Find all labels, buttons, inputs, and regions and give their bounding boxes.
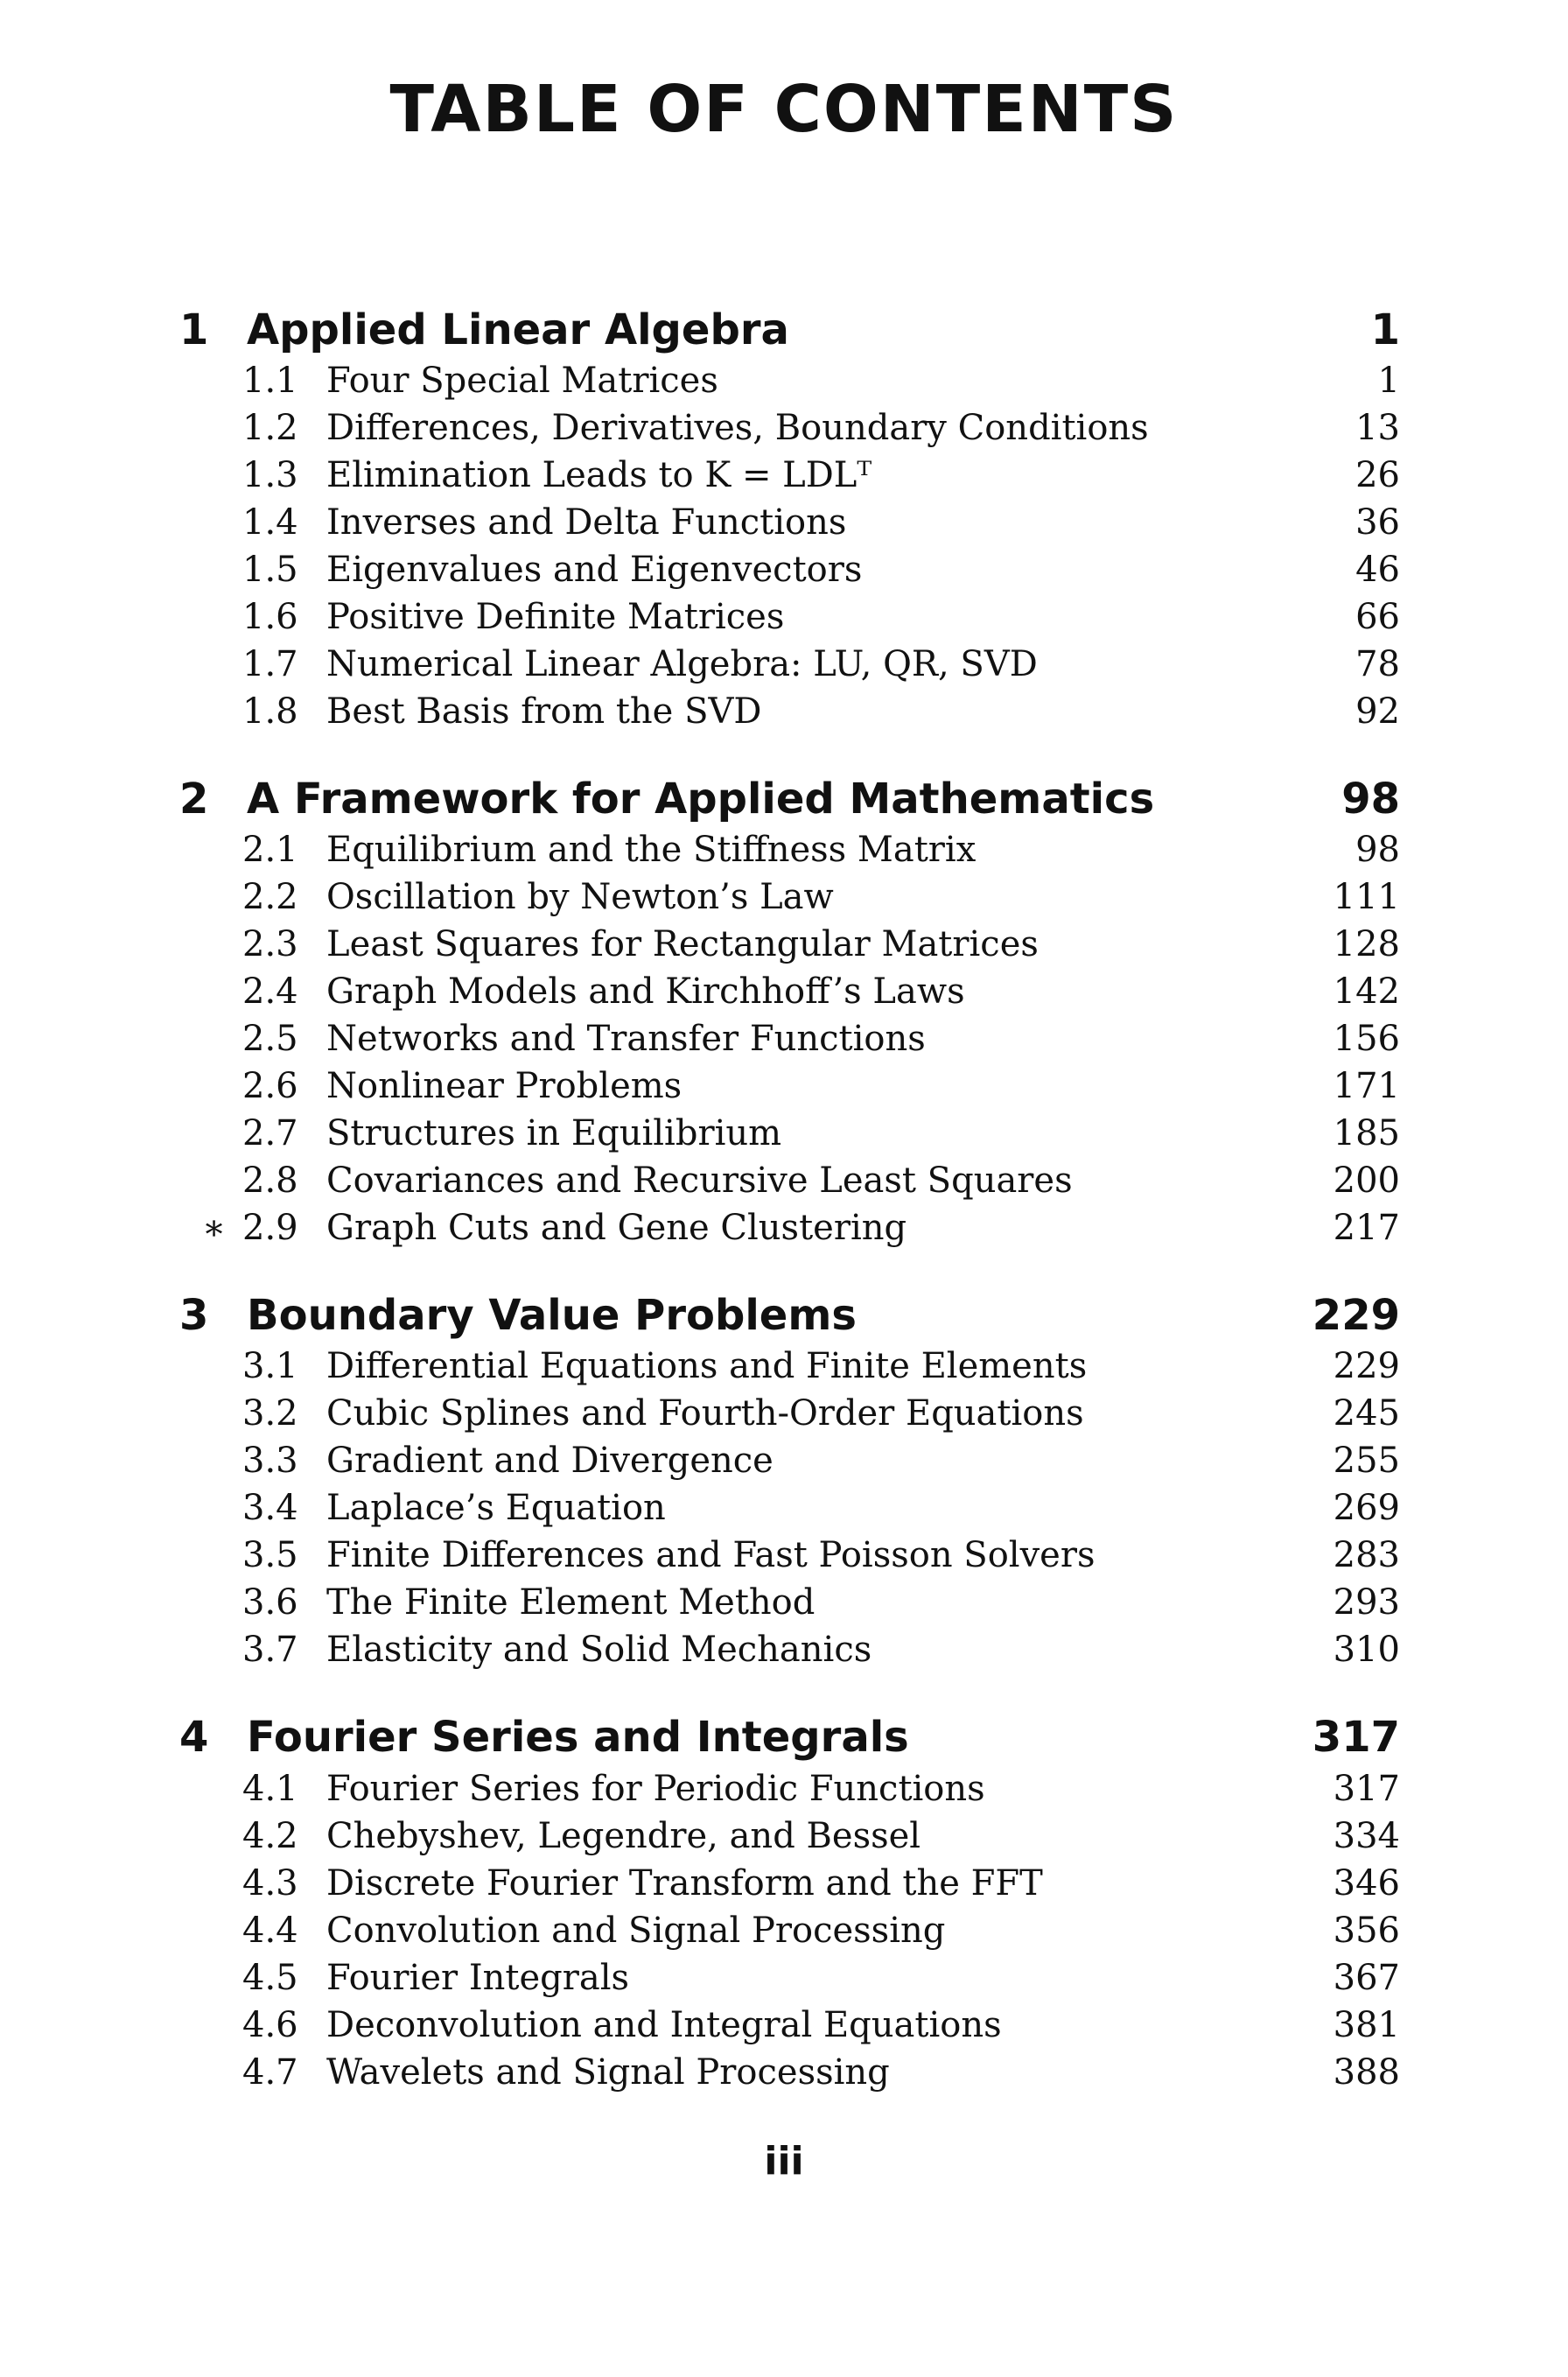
- toc-entry[interactable]: [0, 1343, 1568, 1390]
- toc-entry[interactable]: [0, 1484, 1568, 1532]
- toc-entry[interactable]: [0, 968, 1568, 1015]
- section-number: 2.7: [242, 1113, 298, 1153]
- section-page-number: 200: [1333, 1160, 1400, 1201]
- section-number: 4.7: [242, 2052, 298, 2093]
- section-title: Inverses and Delta Functions: [326, 502, 847, 543]
- section-page-number: 13: [1355, 408, 1400, 448]
- section-page-number: 92: [1355, 691, 1400, 732]
- section-page-number: 66: [1355, 597, 1400, 637]
- section-title: Differential Equations and Finite Elements: [326, 1346, 1088, 1386]
- section-page-number: 98: [1355, 830, 1400, 870]
- toc-entry[interactable]: [0, 546, 1568, 593]
- section-page-number: 269: [1333, 1488, 1400, 1528]
- section-page-number: 367: [1333, 1958, 1400, 1998]
- section-page-number: 334: [1333, 1816, 1400, 1856]
- section-number: 1.5: [242, 550, 298, 590]
- chapter-title: Boundary Value Problems: [247, 1291, 857, 1340]
- toc-entry[interactable]: [0, 1437, 1568, 1484]
- chapter-number: 3: [179, 1291, 209, 1340]
- section-number: 2.9: [242, 1208, 298, 1248]
- section-page-number: 1: [1377, 361, 1400, 401]
- section-number: 4.3: [242, 1863, 298, 1904]
- section-number: 3.2: [242, 1393, 298, 1434]
- section-title: Covariances and Recursive Least Squares: [326, 1160, 1073, 1201]
- section-page-number: 26: [1355, 455, 1400, 495]
- toc-entry[interactable]: [0, 1954, 1568, 2002]
- section-number: 3.4: [242, 1488, 298, 1528]
- section-title: Positive Definite Matrices: [326, 597, 785, 637]
- section-title: Graph Cuts and Gene Clustering: [326, 1208, 907, 1248]
- toc-entry[interactable]: [0, 357, 1568, 404]
- toc-entry[interactable]: [0, 1390, 1568, 1437]
- toc-entry[interactable]: [0, 2002, 1568, 2049]
- section-number: 1.4: [242, 502, 298, 543]
- section-page-number: 356: [1333, 1911, 1400, 1951]
- section-page-number: 217: [1333, 1208, 1400, 1248]
- section-number: 4.6: [242, 2005, 298, 2045]
- toc-entry[interactable]: [0, 1813, 1568, 1860]
- section-page-number: 381: [1333, 2005, 1400, 2045]
- section-page-number: 78: [1355, 644, 1400, 684]
- chapter-number: 1: [179, 305, 209, 354]
- section-title: The Finite Element Method: [326, 1582, 816, 1623]
- section-title: Eigenvalues and Eigenvectors: [326, 550, 863, 590]
- toc-entry[interactable]: [0, 921, 1568, 968]
- section-title: Networks and Transfer Functions: [326, 1019, 926, 1059]
- section-title: Oscillation by Newton’s Law: [326, 877, 834, 917]
- chapter-number: 4: [179, 1713, 209, 1762]
- section-title: Cubic Splines and Fourth-Order Equations: [326, 1393, 1084, 1434]
- toc-entry[interactable]: [0, 1110, 1568, 1157]
- toc-entry[interactable]: [0, 1907, 1568, 1954]
- toc-entry[interactable]: [0, 404, 1568, 452]
- toc-entry[interactable]: [0, 641, 1568, 688]
- toc-entry[interactable]: [0, 873, 1568, 921]
- toc-entry[interactable]: [0, 1062, 1568, 1110]
- toc-entry[interactable]: [0, 688, 1568, 735]
- toc-entry[interactable]: [0, 1015, 1568, 1062]
- optional-section-marker: ∗: [201, 1208, 226, 1248]
- toc-entry[interactable]: [0, 1579, 1568, 1626]
- section-title: Deconvolution and Integral Equations: [326, 2005, 1002, 2045]
- section-title: Best Basis from the SVD: [326, 691, 762, 732]
- section-page-number: 245: [1333, 1393, 1400, 1434]
- toc-entry[interactable]: [0, 1626, 1568, 1673]
- section-title: Elimination Leads to K = LDLᵀ: [326, 455, 872, 495]
- section-title: Nonlinear Problems: [326, 1066, 682, 1106]
- section-title: Laplace’s Equation: [326, 1488, 666, 1528]
- section-title: Fourier Series for Periodic Functions: [326, 1769, 985, 1809]
- section-title: Graph Models and Kirchhoff’s Laws: [326, 971, 965, 1012]
- section-number: 1.1: [242, 361, 298, 401]
- section-number: 4.5: [242, 1958, 298, 1998]
- page-number: iii: [764, 2139, 804, 2184]
- section-number: 1.6: [242, 597, 298, 637]
- section-page-number: 293: [1333, 1582, 1400, 1623]
- chapter-heading[interactable]: [0, 1711, 1568, 1763]
- section-number: 3.7: [242, 1630, 298, 1670]
- section-number: 2.4: [242, 971, 298, 1012]
- section-page-number: 346: [1333, 1863, 1400, 1904]
- chapter-heading[interactable]: [0, 1289, 1568, 1342]
- section-page-number: 128: [1333, 924, 1400, 964]
- section-page-number: 185: [1333, 1113, 1400, 1153]
- toc-entry[interactable]: [0, 1204, 1568, 1252]
- section-page-number: 255: [1333, 1441, 1400, 1481]
- section-title: Four Special Matrices: [326, 361, 718, 401]
- section-page-number: 317: [1333, 1769, 1400, 1809]
- section-title: Elasticity and Solid Mechanics: [326, 1630, 872, 1670]
- chapter-title: A Framework for Applied Mathematics: [247, 775, 1155, 824]
- chapter-heading[interactable]: [0, 773, 1568, 825]
- section-number: 1.8: [242, 691, 298, 732]
- toc-entry[interactable]: [0, 499, 1568, 546]
- section-number: 1.7: [242, 644, 298, 684]
- section-number: 4.4: [242, 1911, 298, 1951]
- section-title: Structures in Equilibrium: [326, 1113, 782, 1153]
- chapter-heading[interactable]: [0, 304, 1568, 356]
- section-page-number: 171: [1333, 1066, 1400, 1106]
- toc-entry[interactable]: [0, 1765, 1568, 1813]
- section-number: 3.6: [242, 1582, 298, 1623]
- section-page-number: 36: [1355, 502, 1400, 543]
- toc-entry[interactable]: [0, 1157, 1568, 1204]
- section-page-number: 283: [1333, 1535, 1400, 1575]
- section-title: Least Squares for Rectangular Matrices: [326, 924, 1039, 964]
- section-title: Finite Differences and Fast Poisson Solvers: [326, 1535, 1096, 1575]
- section-number: 3.5: [242, 1535, 298, 1575]
- section-title: Chebyshev, Legendre, and Bessel: [326, 1816, 921, 1856]
- section-page-number: 310: [1333, 1630, 1400, 1670]
- section-title: Equilibrium and the Stiffness Matrix: [326, 830, 976, 870]
- section-title: Numerical Linear Algebra: LU, QR, SVD: [326, 644, 1038, 684]
- chapter-page-number: 98: [1341, 775, 1400, 824]
- section-page-number: 142: [1333, 971, 1400, 1012]
- section-number: 2.1: [242, 830, 298, 870]
- section-number: 2.2: [242, 877, 298, 917]
- chapter-page-number: 229: [1312, 1291, 1400, 1340]
- chapter-page-number: 1: [1370, 305, 1400, 354]
- toc-entry[interactable]: [0, 826, 1568, 873]
- section-number: 4.1: [242, 1769, 298, 1809]
- section-title: Discrete Fourier Transform and the FFT: [326, 1863, 1043, 1904]
- chapter-number: 2: [179, 775, 209, 824]
- section-page-number: 229: [1333, 1346, 1400, 1386]
- section-page-number: 156: [1333, 1019, 1400, 1059]
- page-title: TABLE OF CONTENTS: [389, 72, 1179, 147]
- section-number: 2.3: [242, 924, 298, 964]
- toc-entry[interactable]: [0, 2049, 1568, 2096]
- section-number: 1.2: [242, 408, 298, 448]
- section-number: 2.5: [242, 1019, 298, 1059]
- chapter-page-number: 317: [1312, 1713, 1400, 1762]
- section-number: 3.3: [242, 1441, 298, 1481]
- section-page-number: 111: [1333, 877, 1400, 917]
- section-number: 2.6: [242, 1066, 298, 1106]
- section-number: 1.3: [242, 455, 298, 495]
- section-title: Fourier Integrals: [326, 1958, 630, 1998]
- chapter-title: Applied Linear Algebra: [247, 305, 789, 354]
- toc-entry[interactable]: [0, 593, 1568, 641]
- section-page-number: 388: [1333, 2052, 1400, 2093]
- toc-entry[interactable]: [0, 1860, 1568, 1907]
- section-number: 4.2: [242, 1816, 298, 1856]
- toc-entry[interactable]: [0, 1532, 1568, 1579]
- section-title: Wavelets and Signal Processing: [326, 2052, 890, 2093]
- toc-entry[interactable]: [0, 452, 1568, 499]
- section-title: Convolution and Signal Processing: [326, 1911, 946, 1951]
- section-title: Differences, Derivatives, Boundary Conditions: [326, 408, 1149, 448]
- section-page-number: 46: [1355, 550, 1400, 590]
- chapter-title: Fourier Series and Integrals: [247, 1713, 909, 1762]
- section-title: Gradient and Divergence: [326, 1441, 774, 1481]
- section-number: 3.1: [242, 1346, 298, 1386]
- section-number: 2.8: [242, 1160, 298, 1201]
